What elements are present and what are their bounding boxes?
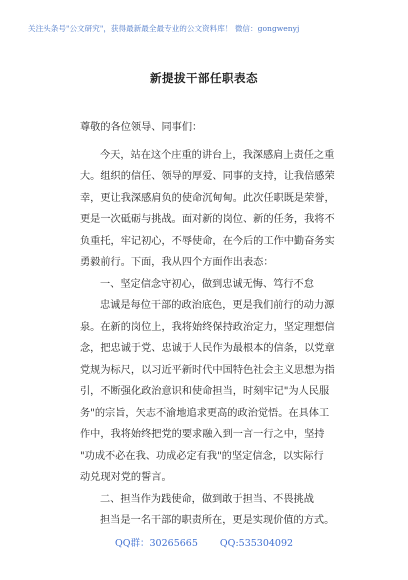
salutation: 尊敬的各位领导、同事们： <box>80 122 203 133</box>
document-title: 新提拔干部任职表态 <box>150 71 258 85</box>
section-heading: 一、坚定信念守初心，做到忠诚无悔、笃行不怠 <box>100 278 314 290</box>
header-note: 关注头条号"公文研究"，获得最新最全最专业的公文资料库！ 微信：gongwenyj <box>28 24 300 33</box>
section-heading: 二、担当作为践使命，做到敢于担当、不畏挑战 <box>100 493 314 505</box>
body-line: 幸，更让我深感肩负的使命沉甸甸。此次任职既是荣誉， <box>80 192 335 204</box>
body-line: 担当是一名干部的职责所在，更是实现价值的方式。 <box>100 515 335 526</box>
document-body <box>80 117 338 532</box>
body-line: "功成不必在我、功成必定有我"的坚定信念，以实际行 <box>80 450 324 462</box>
body-line: 更是一次砥砺与挑战。面对新的岗位、新的任务，我将不 <box>80 214 335 225</box>
body-line: 泉。在新的岗位上，我将始终保持政治定力，坚定理想信 <box>80 321 335 333</box>
footer-qq-group: QQ群：30265665 <box>114 538 198 549</box>
body-line: 今天，站在这个庄重的讲台上，我深感肩上责任之重 <box>100 149 335 161</box>
footer-qq: QQ:535304092 <box>219 538 294 549</box>
body-line: 勇毅前行。下面，我从四个方面作出表态： <box>80 257 274 268</box>
body-line: 务"的宗旨，矢志不渝地追求更高的政治觉悟。在具体工 <box>80 407 330 419</box>
body-line: 动兑现对党的誓言。 <box>80 472 172 483</box>
body-line: 作中，我将始终把党的要求融入到一言一行之中，坚持 <box>80 429 325 440</box>
body-line: 忠诚是每位干部的政治底色，更是我们前行的动力源 <box>100 300 335 311</box>
footer-contact <box>0 535 408 549</box>
body-line: 负重托，牢记初心，不辱使命，在今后的工作中勤奋务实 <box>80 235 335 247</box>
body-line: 党规为标尺，以习近平新时代中国特色社会主义思想为指 <box>80 364 335 376</box>
body-line: 念，把忠诚于党、忠诚于人民作为最根本的信条，以党章 <box>80 343 335 354</box>
body-line: 大。组织的信任、领导的厚爱、同事的支持，让我倍感荣 <box>80 171 335 182</box>
body-line: 引，不断强化政治意识和使命担当，时刻牢记"为人民服 <box>80 386 330 397</box>
